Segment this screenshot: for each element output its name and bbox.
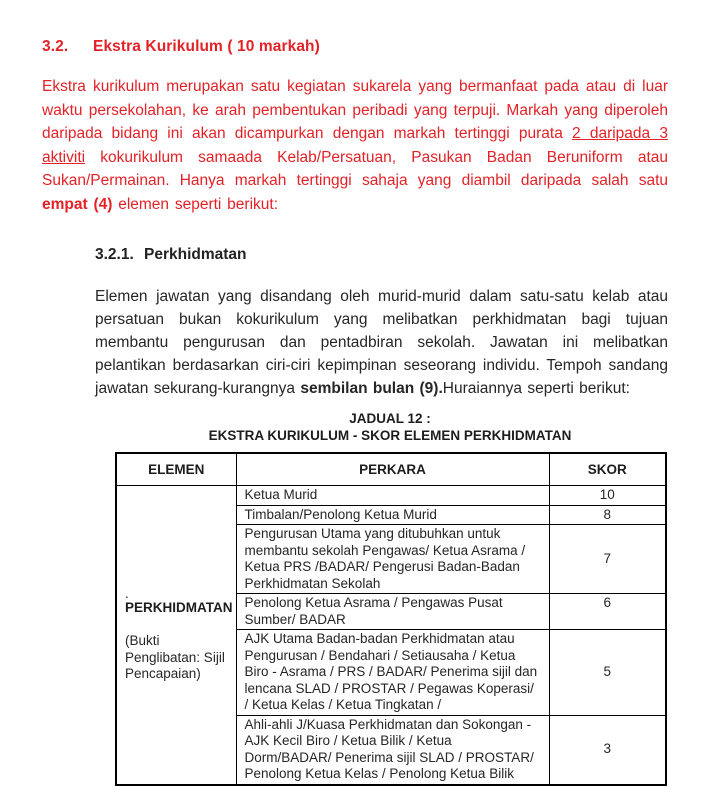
body-text-2: Huraiannya seperti berikut: [442,380,630,397]
table-title-line1: JADUAL 12 : [349,411,431,426]
subsection-number: 3.2.1. [95,246,134,263]
section-heading [42,38,668,56]
subsection-perkhidmatan [95,246,668,786]
body-text-1: Elemen jawatan yang disandang oleh murid-murid dalam satu-satu kelab atau persatuan bukan kokurikulum yang melibatkan perkhidmatan bagi tujuan membantu pengurusan dan pentadbiran sekolah. Jawatan ini melibatkan pelantikan berdasarkan ciri-ciri kepimpinan seseorang individu. Tempoh sandang jawatan sekurang-kurangnya [95,288,668,397]
header-perkara: PERKARA [236,453,549,486]
elemen-cell [116,486,236,785]
intro-bold-phrase: empat (4) [42,195,113,213]
table-title [115,411,665,444]
section-title: Ekstra Kurikulum ( 10 markah) [93,38,320,55]
subsection-title: Perkhidmatan [144,246,247,263]
table-header-row [116,453,666,486]
elemen-title: PERKHIDMATAN [125,599,233,615]
perkara-cell: Penolong Ketua Asrama / Pengawas Pusat Sumber/ BADAR [236,594,549,630]
skor-cell: 10 [549,486,666,506]
score-table [115,452,667,786]
elemen-note: (Bukti Penglibatan: Sijil Pencapaian) [125,633,225,682]
skor-cell: 7 [549,525,666,594]
section-number: 3.2. [42,38,69,55]
table-title-line2: EKSTRA KURIKULUM - SKOR ELEMEN PERKHIDMATAN [208,427,572,443]
skor-cell: 6 [549,594,666,630]
subsection-paragraph [95,285,668,400]
perkara-cell: Pengurusan Utama yang ditubuhkan untuk membantu sekolah Pengawas/ Ketua Asrama / Ketua PRS /BADAR/ Pengerusi Badan-Badan Perkhidmatan Sekolah [236,525,549,594]
intro-text-3: elemen seperti berikut: [112,195,279,213]
perkara-cell: Ketua Murid [236,486,549,506]
skor-cell: 5 [549,630,666,716]
intro-text-1: Ekstra kurikulum merupakan satu kegiatan sukarela yang bermanfaat pada atau di luar waktu persekolahan, ke arah pembentukan peribadi yang terpuji. Markah yang diperoleh daripada bidang ini akan dicampurkan dengan markah tertinggi purata [42,78,668,142]
perkara-cell: Ahli-ahli J/Kuasa Perkhidmatan dan Sokongan - AJK Kecil Biro / Ketua Bilik / Ketua Dorm/BADAR/ Penerima sijil SLAD / PROSTAR/ Penolong Ketua Kelas / Penolong Ketua Bilik [236,715,549,785]
intro-underlined-phrase: 2 daripada 3 aktiviti [42,125,668,166]
subsection-heading [95,246,668,264]
header-elemen: ELEMEN [116,453,236,486]
perkara-cell: AJK Utama Badan-badan Perkhidmatan atau Pengurusan / Bendahari / Setiausaha / Ketua Biro - Asrama / PRS / BADAR/ Penerima sijil dan lencana SLAD / PROSTAR / Pegawas Koperasi/ / Ketua Kelas / Ketua Tingkatan / [236,630,549,716]
body-bold-phrase: sembilan bulan (9). [300,380,443,397]
header-skor: SKOR [549,453,666,486]
intro-text-2: kokurikulum samaada Kelab/Persatuan, Pasukan Badan Beruniform atau Sukan/Permainan. Hanya markah tertinggi sahaja yang diambil daripada salah satu [42,148,668,189]
perkara-cell: Timbalan/Penolong Ketua Murid [236,505,549,525]
skor-cell: 3 [549,715,666,785]
intro-paragraph [42,75,668,216]
table-row [116,486,666,506]
skor-cell: 8 [549,505,666,525]
elemen-dot: . [125,585,129,601]
